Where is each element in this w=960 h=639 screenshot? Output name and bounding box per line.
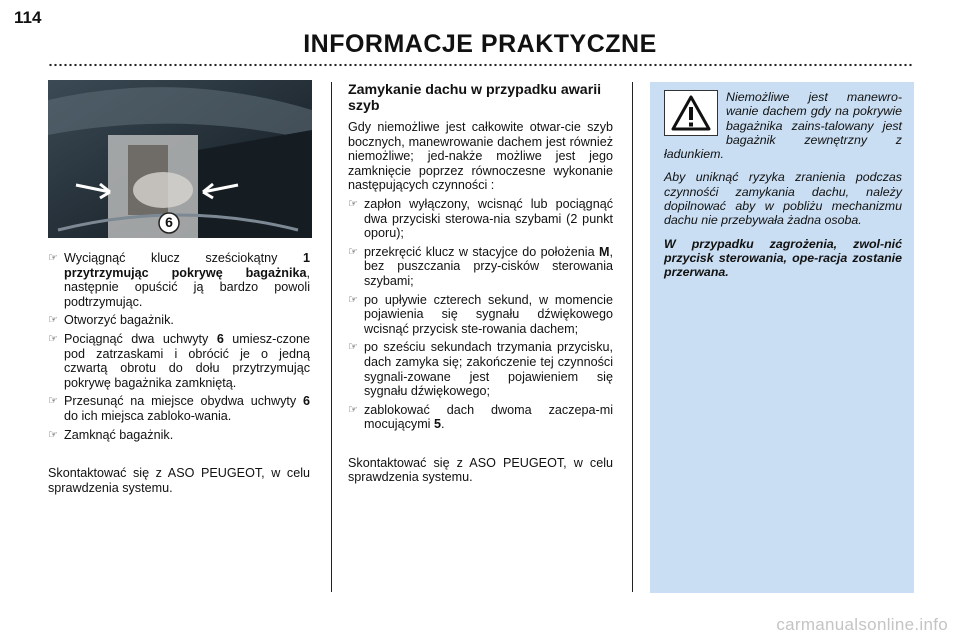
contact-note: Skontaktować się z ASO PEUGEOT, w celu sprawdzenia systemu.	[48, 466, 310, 495]
pointing-hand-icon: ☞	[48, 428, 58, 441]
instruction-list	[48, 251, 310, 442]
warning-triangle-icon	[664, 90, 718, 136]
warning-text-injury: Aby uniknąć ryzyka zranienia podczas czynnośći zamykania dachu, należy dopilnować aby w pobliżu mechanizmu dachu nie przebywała żadna osoba.	[664, 170, 902, 228]
list-item: ☞ Wyciągnąć klucz sześciokątny 1 przytrzymując pokrywę bagażnika, następnie opuścić ją bardzo powoli podtrzymując.	[48, 251, 310, 309]
pointing-hand-icon: ☞	[348, 293, 358, 306]
photo-callout-6: 6	[165, 214, 173, 230]
list-item: ☞ Pociągnąć dwa uchwyty 6 umiesz-czone pod zatrzaskami i obrócić je o jedną czwartą obrotu do dołu przytrzymując pokrywę bagażnika zamkniętą.	[48, 331, 310, 390]
pointing-hand-icon: ☞	[48, 332, 58, 345]
list-item: ☞ po sześciu sekundach trzymania przycisku, dach zamyka się; zakończenie tej czynności sygnali-zowane jest pojawieniem się sygnału dźwiękowego;	[348, 340, 613, 399]
instructions-column	[48, 251, 310, 495]
trunk-mechanism-photo	[48, 80, 312, 238]
section-heading: Zamykanie dachu w przypadku awarii szyb	[348, 82, 602, 114]
warning-text-luggage: Niemożliwe jest manewro-wanie dachem gdy na pokrywie bagażnika zains-talowany jest bagażnik zewnętrzny z ładunkiem.	[664, 90, 902, 162]
list-item: ☞ po upływie czterech sekund, w momencie pojawienia się sygnału dźwiękowego wcisnąć przycisk ste-rowania dachem;	[348, 292, 613, 336]
list-item: ☞ Zamknąć bagażnik.	[48, 427, 174, 442]
pointing-hand-icon: ☞	[348, 245, 358, 258]
steps-list	[348, 197, 613, 432]
list-item: ☞ przekręcić klucz w stacyjce do położenia M, bez puszczania przy-cisków sterowania szybami;	[348, 244, 613, 288]
pointing-hand-icon: ☞	[48, 314, 58, 327]
list-item: ☞ zablokować dach dwoma zaczepa-mi mocującymi 5.	[348, 402, 613, 432]
list-item: ☞ Otworzyć bagażnik.	[48, 313, 174, 328]
list-item: ☞ Przesunąć na miejsce obydwa uchwyty 6 do ich miejsca zabloko-wania.	[48, 394, 310, 423]
warning-text-danger: W przypadku zagrożenia, zwol-nić przycisk sterowania, ope-racja zostanie przerwana.	[664, 236, 902, 280]
watermark: carmanualsonline.info	[776, 615, 948, 634]
photo-illustration	[48, 80, 312, 238]
page-title: INFORMACJE PRAKTYCZNE	[303, 30, 657, 58]
contact-note: Skontaktować się z ASO PEUGEOT, w celu sprawdzenia systemu.	[348, 455, 613, 485]
pointing-hand-icon: ☞	[48, 395, 58, 408]
warning-box	[650, 82, 914, 593]
column-divider-left	[331, 82, 332, 592]
dotted-divider	[48, 63, 914, 67]
pointing-hand-icon: ☞	[348, 403, 358, 416]
page-number: 114	[14, 8, 42, 27]
pointing-hand-icon: ☞	[348, 341, 358, 354]
column-divider-right	[632, 82, 633, 592]
section-intro: Gdy niemożliwe jest całkowite otwar-cie szyb bocznych, manewrowanie dachem jest również niemożliwe; jed-nakże możliwe jest jego zamknięcie poprzez równoczesne wykonanie następujących czynności :	[348, 120, 613, 193]
pointing-hand-icon: ☞	[348, 197, 358, 210]
pointing-hand-icon: ☞	[48, 252, 58, 264]
list-item: ☞ zapłon wyłączony, wcisnąć lub pociągnąć dwa przyciski sterowa-nia szybami (2 punkt oporu);	[348, 196, 613, 241]
roof-closing-column	[348, 83, 613, 485]
